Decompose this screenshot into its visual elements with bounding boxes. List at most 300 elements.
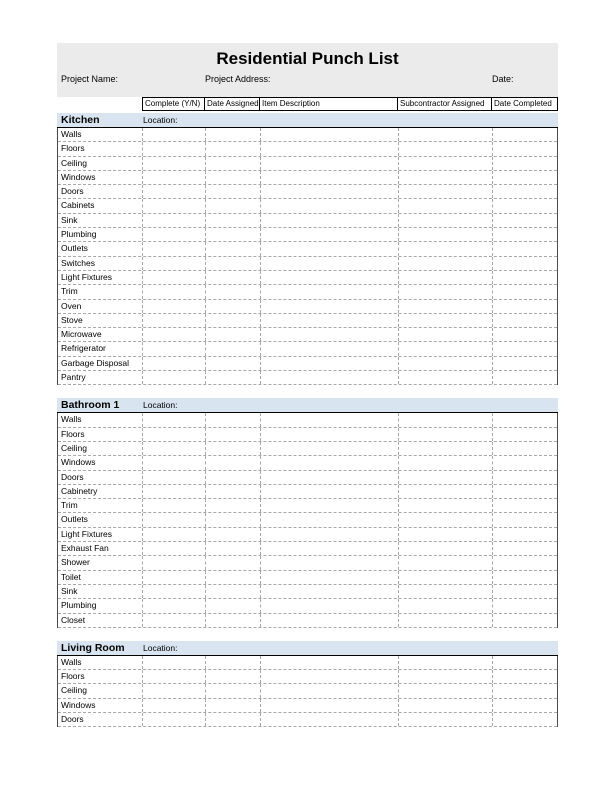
cell-date-assigned[interactable]	[205, 228, 260, 241]
cell-date-assigned[interactable]	[205, 171, 260, 184]
cell-date-completed[interactable]	[492, 542, 557, 555]
table-row	[58, 257, 557, 271]
cell-date-completed[interactable]	[492, 413, 557, 426]
table-row	[58, 242, 557, 256]
cell-subcontractor-assigned[interactable]	[398, 328, 492, 341]
cell-complete[interactable]	[142, 670, 205, 683]
location-label: Location:	[143, 400, 178, 411]
location-input-area[interactable]	[181, 114, 556, 126]
cell-subcontractor-assigned[interactable]	[398, 456, 492, 469]
cell-date-completed[interactable]	[492, 513, 557, 526]
row-label: Sink	[61, 214, 78, 225]
table-row	[58, 614, 557, 628]
cell-subcontractor-assigned[interactable]	[398, 199, 492, 212]
row-label: Exhaust Fan	[61, 543, 109, 554]
cell-complete[interactable]	[142, 242, 205, 255]
row-label: Closet	[61, 614, 86, 625]
table-row	[58, 300, 557, 314]
row-label: Garbage Disposal	[61, 357, 130, 368]
cell-complete[interactable]	[142, 485, 205, 498]
section-bathroom-1	[57, 398, 558, 627]
column-header-date-assigned: Date Assigned	[205, 97, 260, 111]
table-row	[58, 571, 557, 585]
section-title: Living Room	[61, 641, 125, 654]
cell-date-completed[interactable]	[492, 528, 557, 541]
row-label: Sink	[61, 585, 78, 596]
cell-complete[interactable]	[142, 656, 205, 669]
cell-subcontractor-assigned[interactable]	[398, 257, 492, 270]
cell-date-completed[interactable]	[492, 556, 557, 569]
cell-date-completed[interactable]	[492, 456, 557, 469]
cell-complete[interactable]	[142, 142, 205, 155]
project-address-input-area[interactable]	[273, 72, 485, 85]
cell-subcontractor-assigned[interactable]	[398, 542, 492, 555]
row-label: Floors	[61, 143, 85, 154]
section-header-bar	[57, 113, 558, 128]
cell-date-completed[interactable]	[492, 142, 557, 155]
cell-subcontractor-assigned[interactable]	[398, 214, 492, 227]
table-row	[58, 142, 557, 156]
cell-subcontractor-assigned[interactable]	[398, 485, 492, 498]
row-label: Oven	[61, 300, 82, 311]
cell-item-description[interactable]	[260, 585, 398, 598]
cell-date-completed[interactable]	[492, 585, 557, 598]
cell-subcontractor-assigned[interactable]	[398, 242, 492, 255]
row-label: Windows	[61, 699, 96, 710]
cell-date-assigned[interactable]	[205, 513, 260, 526]
cell-item-description[interactable]	[260, 670, 398, 683]
cell-date-assigned[interactable]	[205, 128, 260, 141]
row-label: Ceiling	[61, 442, 87, 453]
cell-item-description[interactable]	[260, 413, 398, 426]
cell-item-description[interactable]	[260, 214, 398, 227]
row-label: Outlets	[61, 243, 88, 254]
cell-item-description[interactable]	[260, 171, 398, 184]
cell-complete[interactable]	[142, 699, 205, 712]
table-row	[58, 599, 557, 613]
row-label: Floors	[61, 428, 85, 439]
cell-complete[interactable]	[142, 442, 205, 455]
cell-item-description[interactable]	[260, 442, 398, 455]
table-row	[58, 699, 557, 713]
cell-date-completed[interactable]	[492, 684, 557, 697]
column-header-subcontractor-assigned: Subcontractor Assigned	[398, 97, 492, 111]
section-header-bar	[57, 398, 558, 413]
cell-subcontractor-assigned[interactable]	[398, 285, 492, 298]
cell-item-description[interactable]	[260, 614, 398, 627]
cell-date-assigned[interactable]	[205, 314, 260, 327]
cell-subcontractor-assigned[interactable]	[398, 528, 492, 541]
table-row	[58, 413, 557, 427]
cell-complete[interactable]	[142, 228, 205, 241]
column-header-date-completed: Date Completed	[492, 97, 558, 111]
cell-date-assigned[interactable]	[205, 371, 260, 384]
cell-date-assigned[interactable]	[205, 599, 260, 612]
row-label: Windows	[61, 171, 96, 182]
cell-date-completed[interactable]	[492, 271, 557, 284]
document-header	[57, 43, 558, 97]
cell-date-completed[interactable]	[492, 157, 557, 170]
table-row	[58, 157, 557, 171]
cell-complete[interactable]	[142, 428, 205, 441]
cell-date-completed[interactable]	[492, 499, 557, 512]
row-label: Doors	[61, 471, 84, 482]
cell-subcontractor-assigned[interactable]	[398, 157, 492, 170]
cell-item-description[interactable]	[260, 199, 398, 212]
row-label: Cabinetry	[61, 485, 98, 496]
cell-subcontractor-assigned[interactable]	[398, 556, 492, 569]
table-row	[58, 285, 557, 299]
cell-date-assigned[interactable]	[205, 471, 260, 484]
table-row	[58, 656, 557, 670]
cell-item-description[interactable]	[260, 342, 398, 355]
cell-subcontractor-assigned[interactable]	[398, 699, 492, 712]
table-row	[58, 499, 557, 513]
cell-date-completed[interactable]	[492, 185, 557, 198]
row-label: Doors	[61, 713, 84, 724]
table-row	[58, 528, 557, 542]
cell-date-completed[interactable]	[492, 314, 557, 327]
row-label: Ceiling	[61, 685, 87, 696]
cell-subcontractor-assigned[interactable]	[398, 300, 492, 313]
cell-complete[interactable]	[142, 614, 205, 627]
cell-date-completed[interactable]	[492, 599, 557, 612]
cell-date-assigned[interactable]	[205, 614, 260, 627]
cell-item-description[interactable]	[260, 300, 398, 313]
cell-subcontractor-assigned[interactable]	[398, 684, 492, 697]
cell-subcontractor-assigned[interactable]	[398, 413, 492, 426]
row-label: Windows	[61, 457, 96, 468]
table-row	[58, 171, 557, 185]
cell-complete[interactable]	[142, 528, 205, 541]
cell-date-assigned[interactable]	[205, 142, 260, 155]
cell-date-completed[interactable]	[492, 485, 557, 498]
cell-item-description[interactable]	[260, 699, 398, 712]
row-label: Light Fixtures	[61, 528, 113, 539]
date-input-area[interactable]	[519, 72, 555, 85]
cell-complete[interactable]	[142, 214, 205, 227]
cell-date-assigned[interactable]	[205, 656, 260, 669]
table-row	[58, 214, 557, 228]
cell-date-completed[interactable]	[492, 300, 557, 313]
row-label: Plumbing	[61, 600, 97, 611]
table-row	[58, 342, 557, 356]
cell-complete[interactable]	[142, 300, 205, 313]
table-row	[58, 542, 557, 556]
cell-date-completed[interactable]	[492, 571, 557, 584]
table-row	[58, 713, 557, 727]
cell-subcontractor-assigned[interactable]	[398, 713, 492, 726]
cell-item-description[interactable]	[260, 656, 398, 669]
cell-item-description[interactable]	[260, 185, 398, 198]
cell-item-description[interactable]	[260, 257, 398, 270]
cell-subcontractor-assigned[interactable]	[398, 128, 492, 141]
cell-date-completed[interactable]	[492, 342, 557, 355]
cell-date-completed[interactable]	[492, 357, 557, 370]
table-column-header-row	[57, 97, 558, 111]
cell-date-completed[interactable]	[492, 199, 557, 212]
row-label: Stove	[61, 314, 83, 325]
cell-complete[interactable]	[142, 371, 205, 384]
cell-date-assigned[interactable]	[205, 542, 260, 555]
cell-complete[interactable]	[142, 599, 205, 612]
cell-item-description[interactable]	[260, 428, 398, 441]
row-label: Floors	[61, 671, 85, 682]
cell-subcontractor-assigned[interactable]	[398, 499, 492, 512]
cell-subcontractor-assigned[interactable]	[398, 599, 492, 612]
cell-item-description[interactable]	[260, 456, 398, 469]
table-row	[58, 556, 557, 570]
location-label: Location:	[143, 642, 178, 653]
cell-subcontractor-assigned[interactable]	[398, 357, 492, 370]
cell-item-description[interactable]	[260, 357, 398, 370]
cell-date-assigned[interactable]	[205, 242, 260, 255]
cell-date-completed[interactable]	[492, 656, 557, 669]
cell-date-assigned[interactable]	[205, 556, 260, 569]
table-row	[58, 228, 557, 242]
cell-date-completed[interactable]	[492, 699, 557, 712]
cell-complete[interactable]	[142, 257, 205, 270]
cell-item-description[interactable]	[260, 528, 398, 541]
cell-subcontractor-assigned[interactable]	[398, 471, 492, 484]
cell-date-assigned[interactable]	[205, 157, 260, 170]
cell-complete[interactable]	[142, 499, 205, 512]
cell-date-assigned[interactable]	[205, 699, 260, 712]
row-label: Doors	[61, 186, 84, 197]
cell-item-description[interactable]	[260, 599, 398, 612]
row-label: Trim	[61, 286, 78, 297]
cell-complete[interactable]	[142, 285, 205, 298]
cell-date-assigned[interactable]	[205, 499, 260, 512]
cell-complete[interactable]	[142, 513, 205, 526]
section-rows	[57, 413, 558, 627]
cell-date-completed[interactable]	[492, 214, 557, 227]
row-label: Outlets	[61, 514, 88, 525]
project-name-label: Project Name:	[61, 74, 119, 84]
cell-date-completed[interactable]	[492, 242, 557, 255]
cell-date-completed[interactable]	[492, 471, 557, 484]
project-name-input-area[interactable]	[121, 72, 201, 85]
cell-subcontractor-assigned[interactable]	[398, 342, 492, 355]
row-label: Refrigerator	[61, 343, 106, 354]
table-row	[58, 128, 557, 142]
cell-subcontractor-assigned[interactable]	[398, 314, 492, 327]
table-row	[58, 585, 557, 599]
cell-date-assigned[interactable]	[205, 413, 260, 426]
project-address-label: Project Address:	[205, 74, 271, 84]
cell-date-assigned[interactable]	[205, 485, 260, 498]
table-row	[58, 357, 557, 371]
cell-date-completed[interactable]	[492, 371, 557, 384]
cell-subcontractor-assigned[interactable]	[398, 442, 492, 455]
section-rows	[57, 656, 558, 727]
table-row	[58, 442, 557, 456]
cell-date-assigned[interactable]	[205, 257, 260, 270]
cell-subcontractor-assigned[interactable]	[398, 428, 492, 441]
cell-complete[interactable]	[142, 128, 205, 141]
row-label: Walls	[61, 414, 82, 425]
location-input-area[interactable]	[181, 399, 556, 411]
cell-subcontractor-assigned[interactable]	[398, 371, 492, 384]
cell-date-assigned[interactable]	[205, 357, 260, 370]
column-header-item-description: Item Description	[260, 97, 398, 111]
cell-date-assigned[interactable]	[205, 185, 260, 198]
cell-complete[interactable]	[142, 684, 205, 697]
section-kitchen	[57, 113, 558, 385]
cell-subcontractor-assigned[interactable]	[398, 228, 492, 241]
cell-date-completed[interactable]	[492, 442, 557, 455]
cell-complete[interactable]	[142, 342, 205, 355]
cell-item-description[interactable]	[260, 571, 398, 584]
cell-complete[interactable]	[142, 585, 205, 598]
cell-complete[interactable]	[142, 713, 205, 726]
section-rows	[57, 128, 558, 385]
sections-container	[57, 113, 558, 740]
cell-date-assigned[interactable]	[205, 285, 260, 298]
cell-date-assigned[interactable]	[205, 684, 260, 697]
row-label: Plumbing	[61, 229, 97, 240]
row-label: Light Fixtures	[61, 271, 113, 282]
table-row	[58, 328, 557, 342]
cell-subcontractor-assigned[interactable]	[398, 185, 492, 198]
row-label: Pantry	[61, 372, 86, 383]
cell-complete[interactable]	[142, 357, 205, 370]
cell-item-description[interactable]	[260, 314, 398, 327]
cell-complete[interactable]	[142, 471, 205, 484]
cell-date-assigned[interactable]	[205, 456, 260, 469]
date-label: Date:	[492, 74, 514, 84]
cell-date-assigned[interactable]	[205, 342, 260, 355]
cell-item-description[interactable]	[260, 556, 398, 569]
cell-subcontractor-assigned[interactable]	[398, 614, 492, 627]
cell-complete[interactable]	[142, 171, 205, 184]
table-row	[58, 199, 557, 213]
location-input-area[interactable]	[181, 642, 556, 654]
cell-date-assigned[interactable]	[205, 428, 260, 441]
cell-date-assigned[interactable]	[205, 199, 260, 212]
row-label: Switches	[61, 257, 96, 268]
location-label: Location:	[143, 115, 178, 125]
cell-complete[interactable]	[142, 556, 205, 569]
cell-date-assigned[interactable]	[205, 585, 260, 598]
cell-date-assigned[interactable]	[205, 670, 260, 683]
cell-item-description[interactable]	[260, 371, 398, 384]
table-row	[58, 485, 557, 499]
table-row	[58, 185, 557, 199]
section-title: Kitchen	[61, 114, 100, 126]
cell-complete[interactable]	[142, 185, 205, 198]
cell-complete[interactable]	[142, 271, 205, 284]
row-label: Walls	[61, 656, 82, 667]
section-title: Bathroom 1	[61, 399, 120, 412]
table-row	[58, 684, 557, 698]
cell-item-description[interactable]	[260, 513, 398, 526]
cell-subcontractor-assigned[interactable]	[398, 670, 492, 683]
table-row	[58, 428, 557, 442]
row-label: Shower	[61, 557, 90, 568]
cell-subcontractor-assigned[interactable]	[398, 513, 492, 526]
cell-item-description[interactable]	[260, 499, 398, 512]
cell-complete[interactable]	[142, 571, 205, 584]
cell-date-assigned[interactable]	[205, 571, 260, 584]
section-living-room	[57, 641, 558, 727]
table-row	[58, 371, 557, 385]
cell-subcontractor-assigned[interactable]	[398, 571, 492, 584]
cell-date-completed[interactable]	[492, 328, 557, 341]
section-header-bar	[57, 641, 558, 656]
column-header-complete: Complete (Y/N)	[142, 97, 205, 111]
cell-subcontractor-assigned[interactable]	[398, 585, 492, 598]
cell-complete[interactable]	[142, 328, 205, 341]
cell-complete[interactable]	[142, 456, 205, 469]
cell-item-description[interactable]	[260, 471, 398, 484]
table-row	[58, 314, 557, 328]
row-label-column-spacer	[57, 97, 142, 111]
cell-item-description[interactable]	[260, 157, 398, 170]
cell-item-description[interactable]	[260, 485, 398, 498]
cell-date-completed[interactable]	[492, 171, 557, 184]
cell-item-description[interactable]	[260, 142, 398, 155]
cell-item-description[interactable]	[260, 242, 398, 255]
cell-item-description[interactable]	[260, 684, 398, 697]
cell-subcontractor-assigned[interactable]	[398, 142, 492, 155]
cell-complete[interactable]	[142, 199, 205, 212]
cell-item-description[interactable]	[260, 271, 398, 284]
cell-date-assigned[interactable]	[205, 713, 260, 726]
cell-complete[interactable]	[142, 542, 205, 555]
cell-date-assigned[interactable]	[205, 300, 260, 313]
cell-complete[interactable]	[142, 413, 205, 426]
cell-item-description[interactable]	[260, 713, 398, 726]
cell-date-completed[interactable]	[492, 614, 557, 627]
cell-subcontractor-assigned[interactable]	[398, 271, 492, 284]
cell-date-completed[interactable]	[492, 713, 557, 726]
cell-subcontractor-assigned[interactable]	[398, 656, 492, 669]
cell-date-completed[interactable]	[492, 128, 557, 141]
cell-date-completed[interactable]	[492, 285, 557, 298]
table-row	[58, 271, 557, 285]
row-label: Microwave	[61, 329, 102, 340]
cell-date-assigned[interactable]	[205, 328, 260, 341]
document-title: Residential Punch List	[216, 49, 399, 68]
cell-date-assigned[interactable]	[205, 528, 260, 541]
cell-date-assigned[interactable]	[205, 214, 260, 227]
row-label: Walls	[61, 129, 82, 139]
cell-subcontractor-assigned[interactable]	[398, 171, 492, 184]
cell-date-completed[interactable]	[492, 670, 557, 683]
row-label: Ceiling	[61, 157, 87, 168]
cell-date-assigned[interactable]	[205, 442, 260, 455]
cell-item-description[interactable]	[260, 542, 398, 555]
row-label: Toilet	[61, 571, 81, 582]
cell-complete[interactable]	[142, 314, 205, 327]
cell-date-completed[interactable]	[492, 228, 557, 241]
table-row	[58, 670, 557, 684]
cell-item-description[interactable]	[260, 228, 398, 241]
row-label: Trim	[61, 500, 78, 511]
row-label: Cabinets	[61, 200, 95, 211]
cell-date-completed[interactable]	[492, 428, 557, 441]
cell-date-assigned[interactable]	[205, 271, 260, 284]
table-row	[58, 513, 557, 527]
cell-complete[interactable]	[142, 157, 205, 170]
cell-item-description[interactable]	[260, 128, 398, 141]
cell-item-description[interactable]	[260, 328, 398, 341]
cell-date-completed[interactable]	[492, 257, 557, 270]
table-row	[58, 471, 557, 485]
table-row	[58, 456, 557, 470]
cell-item-description[interactable]	[260, 285, 398, 298]
